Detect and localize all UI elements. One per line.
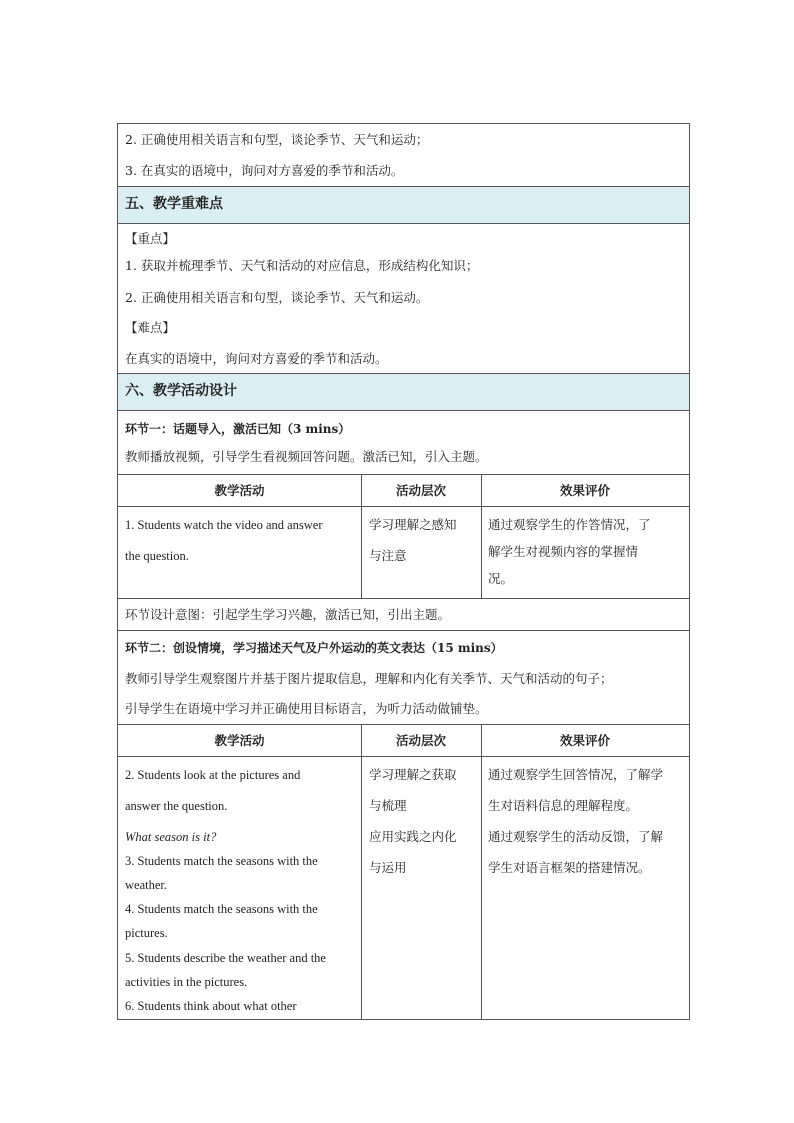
stage-2-eval-line-1: 通过观察学生回答情况，了解学 xyxy=(488,767,664,782)
stage-2-activity-line-4: 3. Students match the seasons with the xyxy=(125,854,318,868)
objective-item-2: 2. 正确使用相关语言和句型，谈论季节、天气和运动； xyxy=(125,132,429,147)
stage-1-intent-row xyxy=(118,598,689,630)
stage-1-activity-line-1: 1. Students watch the video and answer xyxy=(125,518,323,532)
lesson-plan-table xyxy=(117,123,690,1020)
column-header-activity: 教学活动 xyxy=(214,483,265,498)
stage-1-description: 教师播放视频，引导学生看视频回答问题。激活已知，引入主题。 xyxy=(125,449,488,464)
difficult-point-text: 在真实的语境中，询问对方喜爱的季节和活动。 xyxy=(125,351,388,366)
stage-2-level-line-4: 与运用 xyxy=(369,860,407,875)
stage-1-table-row xyxy=(118,506,689,598)
stage-2-table-header xyxy=(118,724,689,756)
stage-1-table-header xyxy=(118,474,689,506)
stage-2-activity-line-6: 4. Students match the seasons with the xyxy=(125,902,318,916)
stage-1-intro xyxy=(118,410,689,474)
section-6-title: 六、教学活动设计 xyxy=(125,383,237,399)
stage-2-eval-line-3: 通过观察学生的活动反馈，了解 xyxy=(488,829,664,844)
stage-2-activity-line-7: pictures. xyxy=(125,926,168,940)
stage-2-activity-line-2: answer the question. xyxy=(125,799,228,813)
stage-2-level-line-3: 应用实践之内化 xyxy=(369,829,457,844)
stage-2-description-line-1: 教师引导学生观察图片并基于图片提取信息，理解和内化有关季节、天气和活动的句子； xyxy=(125,671,613,686)
section-6-header xyxy=(118,373,689,410)
section-5-body xyxy=(118,223,689,373)
stage-2-description-line-2: 引导学生在语境中学习并正确使用目标语言，为听力活动做铺垫。 xyxy=(125,701,488,716)
stage-2-activity-line-1: 2. Students look at the pictures and xyxy=(125,768,301,782)
stage-2-level-line-2: 与梳理 xyxy=(369,798,407,813)
column-header-activity: 教学活动 xyxy=(214,733,265,748)
key-point-1: 1. 获取并梳理季节、天气和活动的对应信息，形成结构化知识； xyxy=(125,258,479,273)
key-points-label: 【重点】 xyxy=(125,231,176,246)
section-5-title: 五、教学重难点 xyxy=(125,196,223,212)
key-point-2: 2. 正确使用相关语言和句型，谈论季节、天气和运动。 xyxy=(125,290,429,305)
stage-2-title: 环节二：创设情境，学习描述天气及户外运动的英文表达（15 mins） xyxy=(125,641,503,655)
column-header-level: 活动层次 xyxy=(395,733,446,748)
stage-2-eval-line-2: 生对语料信息的理解程度。 xyxy=(488,798,639,813)
stage-1-activity-line-2: the question. xyxy=(125,549,189,563)
stage-2-activity-line-5: weather. xyxy=(125,878,167,892)
objective-item-3: 3. 在真实的语境中，询问对方喜爱的季节和活动。 xyxy=(125,163,404,178)
stage-1-eval-line-1: 通过观察学生的作答情况，了 xyxy=(488,517,651,532)
stage-2-eval-line-4: 学生对语言框架的搭建情况。 xyxy=(488,860,651,875)
stage-1-level-line-2: 与注意 xyxy=(369,548,407,563)
difficult-points-label: 【难点】 xyxy=(125,320,176,335)
stage-2-activity-line-10: 6. Students think about what other xyxy=(125,999,297,1013)
stage-1-title: 环节一：话题导入，激活已知（3 mins） xyxy=(125,422,351,436)
stage-2-activity-line-8: 5. Students describe the weather and the xyxy=(125,951,326,965)
stage-2-question: What season is it? xyxy=(125,830,217,844)
section-5-header xyxy=(118,186,689,223)
stage-2-level-line-1: 学习理解之获取 xyxy=(369,767,457,782)
objectives-block xyxy=(118,124,689,186)
stage-2-activity-line-9: activities in the pictures. xyxy=(125,975,248,989)
stage-1-intent: 环节设计意图：引起学生学习兴趣，激活已知，引出主题。 xyxy=(125,607,451,622)
column-header-evaluation: 效果评价 xyxy=(559,733,610,748)
column-header-level: 活动层次 xyxy=(395,483,446,498)
stage-1-level-line-1: 学习理解之感知 xyxy=(369,517,457,532)
stage-1-eval-line-3: 况。 xyxy=(488,571,514,586)
stage-1-eval-line-2: 解学生对视频内容的掌握情 xyxy=(488,544,639,559)
stage-2-intro xyxy=(118,630,689,724)
column-header-evaluation: 效果评价 xyxy=(559,483,610,498)
stage-2-table-row xyxy=(118,756,689,1019)
